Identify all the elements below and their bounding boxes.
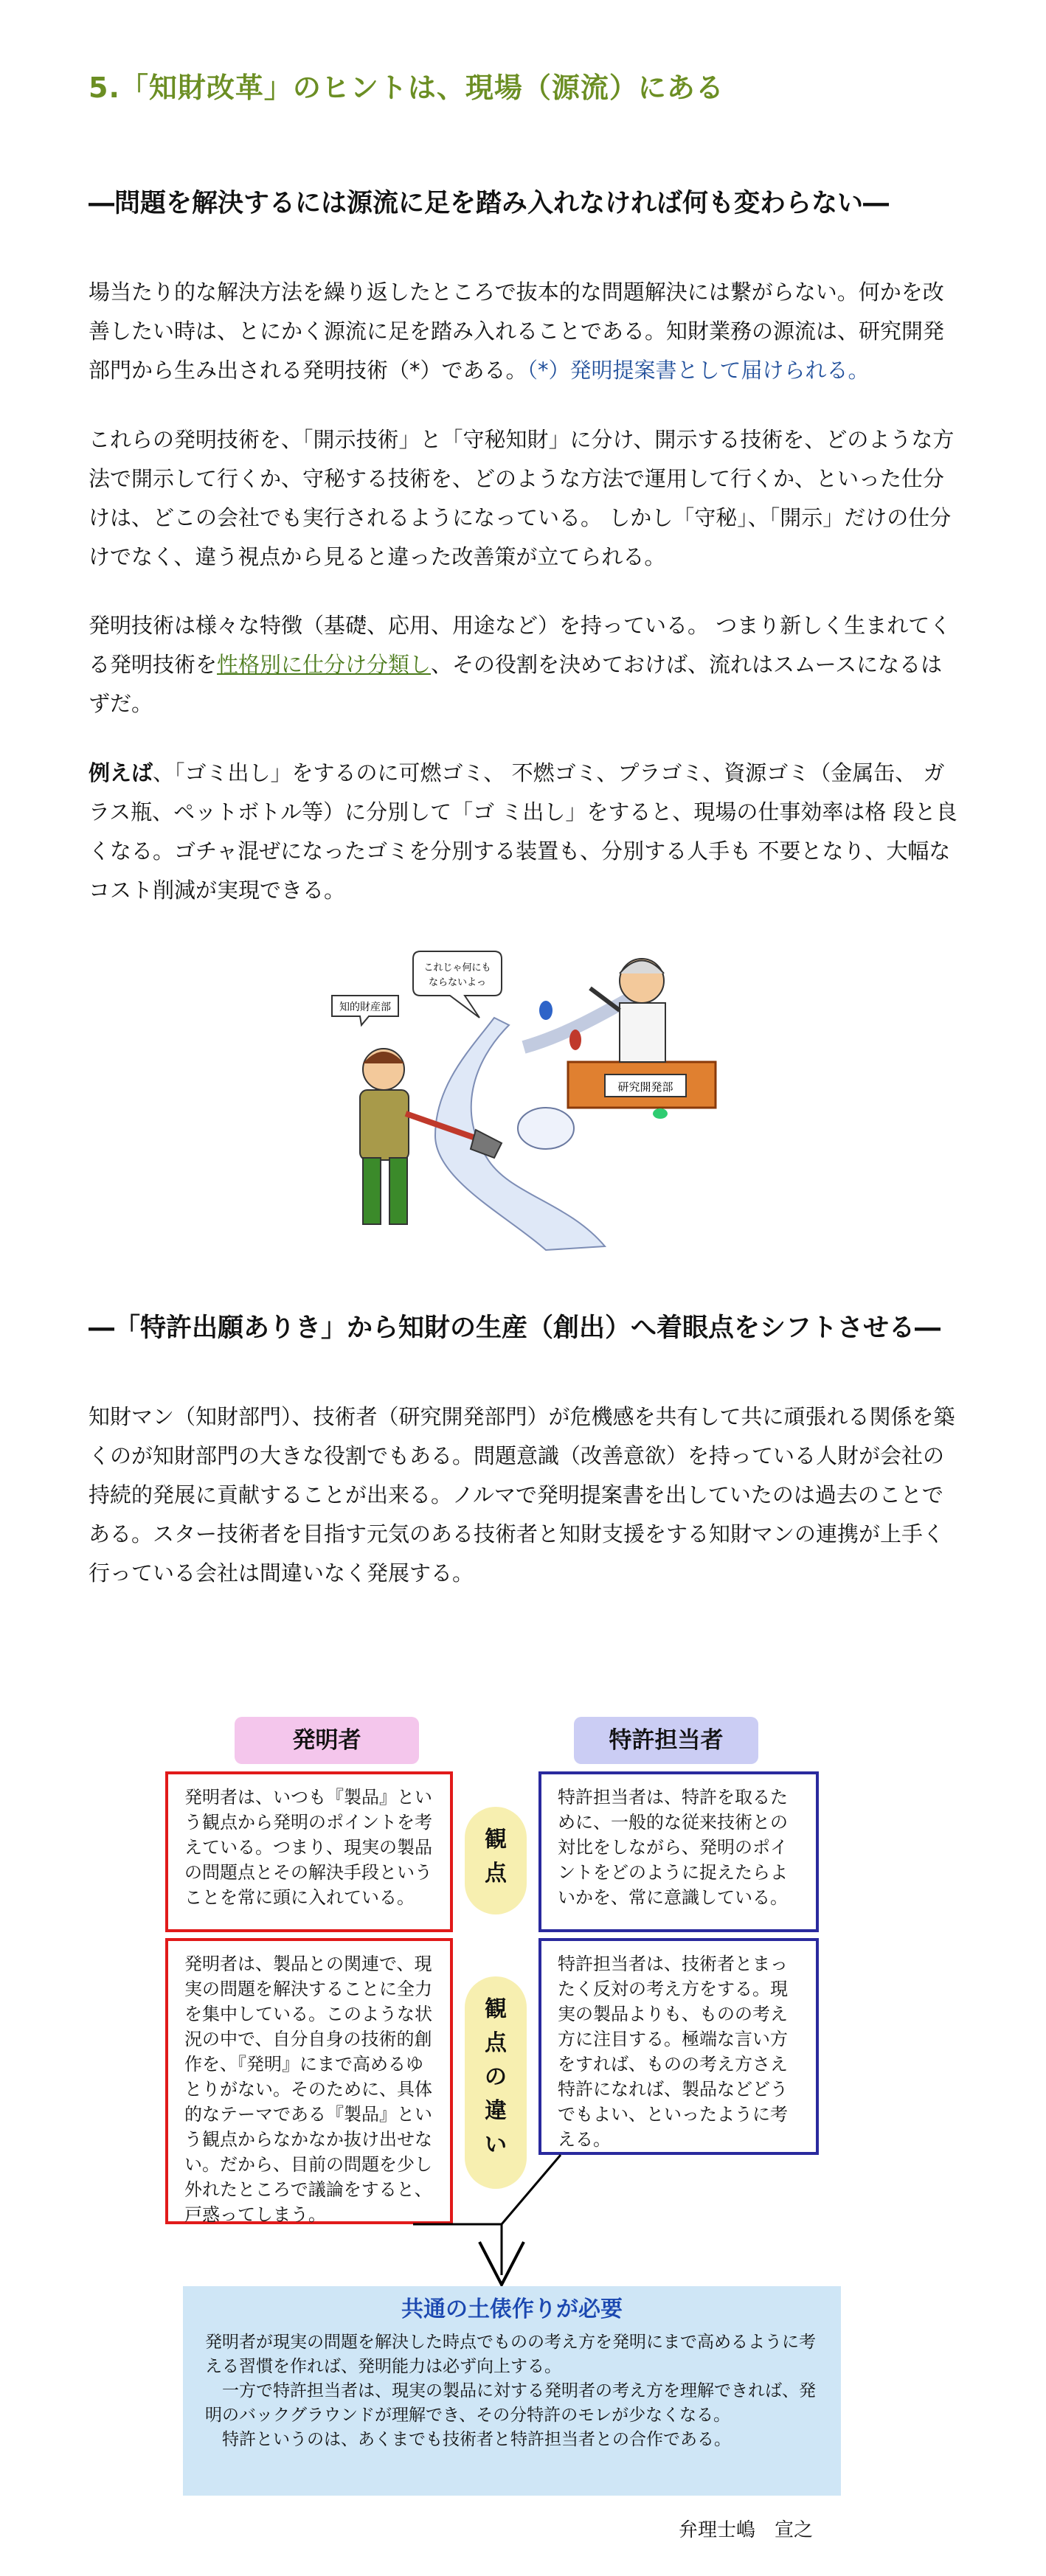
worker-leg-right bbox=[389, 1158, 407, 1224]
illustration bbox=[325, 937, 738, 1254]
paragraph-3-after: 、その役割を決めておけば、流れはスムースになるはずだ。 bbox=[89, 652, 943, 716]
paragraph-2 bbox=[89, 420, 959, 577]
viewpoint-label: 観 点 bbox=[465, 1807, 527, 1914]
paragraph-4-lead: 例えば bbox=[89, 760, 153, 785]
section-subheading-1: ―問題を解決するには源流に足を踏み入れなければ何も変わらない― bbox=[89, 189, 890, 218]
scientist-coat bbox=[620, 1003, 665, 1062]
paragraph-1-text: 場当たり的な解決方法を繰り返したところで抜本的な問題解決には繋がらない。何かを改善したい時は、とにかく源流に足を踏み入れることである。知財業務の源流は、研究開発部門から生み出される発明技術（*）である。 bbox=[89, 280, 945, 383]
bubble-text-2: ならないよっ bbox=[428, 976, 487, 987]
rd-label: 研究開発部 bbox=[617, 1081, 673, 1094]
arrow-line-right bbox=[502, 2155, 561, 2224]
paragraph-3-before: 発明技術は様々な特徴（基礎、応用、用途など）を持っている。 つまり新しく生まれてくる発明技術を bbox=[89, 613, 952, 677]
inventor-difference-box: 発明者は、製品との関連で、現実の問題を解決することに全力を集中している。このような状況の中で、自分自身の技術的創作を、『発明』にまで高めるゆとりがない。そのために、具体的なテーマである『製品』という観点からなかなか抜け出せない。だから、目前の問題を少し外れたところで議論をすると、戸惑ってしまう。 bbox=[165, 1938, 453, 2224]
ip-label: 知的財産部 bbox=[339, 1001, 391, 1013]
patent-staff-title: 特許担当者 bbox=[574, 1717, 758, 1764]
paragraph-2-text: これらの発明技術を、「開示技術」と「守秘知財」に分け、開示する技術を、どのような方法で開示して行くか、守秘する技術を、どのような方法で運用して行くか、といった仕分けは、どこの会社でも実行されるようになっている。 しかし「守秘」、「開示」だけの仕分けでなく、違う視点から見ると違った改善策が立てられる。 bbox=[89, 427, 955, 569]
patent-viewpoint-box: 特許担当者は、特許を取るために、一般的な従来技術との対比をしながら、発明のポイントをどのように捉えたらよいかを、常に意識している。 bbox=[538, 1771, 819, 1932]
worker-leg-left bbox=[363, 1158, 381, 1224]
patent-difference-box: 特許担当者は、技術者とまったく反対の考え方をする。現実の製品よりも、ものの考え方に注目する。極端な言い方をすれば、ものの考え方さえ特許になれば、製品などどうでもよい、といったように考える。 bbox=[538, 1938, 819, 2155]
bubble-text: これじゃ何にも bbox=[423, 962, 491, 973]
stream-face bbox=[518, 1108, 574, 1149]
difference-label: 観 点 の 違 い bbox=[465, 1976, 527, 2189]
can-icon bbox=[653, 1108, 668, 1119]
paragraph-4 bbox=[89, 754, 959, 910]
merge-arrow bbox=[398, 2153, 634, 2286]
paragraph-4-text: 、「ゴミ出し」をするのに可燃ゴミ、 不燃ゴミ、プラゴミ、資源ゴミ（金属缶、 ガラス瓶、ペットボトル等）に分別して「ゴ ミ出し」をすると、現場の仕事効率は格 段と良くなる。ゴチャ混ぜになったゴミを分別する装置も、分別する人手も 不要となり、大幅なコスト削減が実現できる。 bbox=[89, 760, 957, 903]
worker-body bbox=[360, 1090, 409, 1160]
bottle-icon bbox=[539, 1001, 553, 1020]
inventor-viewpoint-box: 発明者は、いつも『製品』という観点から発明のポイントを考えている。つまり、現実の製品の問題点とその解決手段ということを常に頭に入れている。 bbox=[165, 1771, 453, 1932]
common-ground-box bbox=[183, 2286, 841, 2496]
flask-icon bbox=[569, 1030, 581, 1050]
common-ground-title: 共通の土俵作りが必要 bbox=[401, 2296, 623, 2322]
worker-hair bbox=[363, 1052, 404, 1063]
footnote-text: （*）発明提案書として届けられる。 bbox=[527, 358, 870, 383]
common-line-1: 発明者が現実の問題を解決した時点でものの考え方を発明にまで高めるように考える習慣を作れば、発明能力は必ず向上する。 bbox=[205, 2333, 816, 2376]
common-line-2: 一方で特許担当者は、現実の製品に対する発明者の考え方を理解できれば、発明のバックグラウンドが理解でき、その分特許のモレが少なくなる。 bbox=[205, 2381, 816, 2425]
paragraph-5-text: 知財マン（知財部門）、技術者（研究開発部門）が危機感を共有して共に頑張れる関係を築くのが知財部門の大きな役割でもある。問題意識（改善意欲）を持っている人財が会社の持続的発展に貢献することが出来る。ノルマで発明提案書を出していたのは過去のことである。スター技術者を目指す元気のある技術者と知財支援をする知財マンの連携が上手く行っている会社は間違いなく発展する。 bbox=[89, 1404, 955, 1586]
author-signature: 弁理士嶋 宣之 bbox=[679, 2519, 814, 2541]
paragraph-1 bbox=[89, 273, 959, 390]
paragraph-3 bbox=[89, 606, 959, 723]
section-subheading-2: ―「特許出願ありき」から知財の生産（創出）へ着眼点をシフトさせる― bbox=[89, 1313, 941, 1343]
paragraph-5 bbox=[89, 1398, 959, 1593]
scientist-hair bbox=[620, 961, 664, 974]
category-sort-link[interactable]: 性格別に仕分け分類し bbox=[217, 652, 432, 677]
inventor-title: 発明者 bbox=[235, 1717, 419, 1764]
common-line-3: 特許というのは、あくまでも技術者と特許担当者との合作である。 bbox=[205, 2430, 731, 2449]
page-title: 5.「知財改革」のヒントは、現場（源流）にある bbox=[89, 72, 724, 104]
